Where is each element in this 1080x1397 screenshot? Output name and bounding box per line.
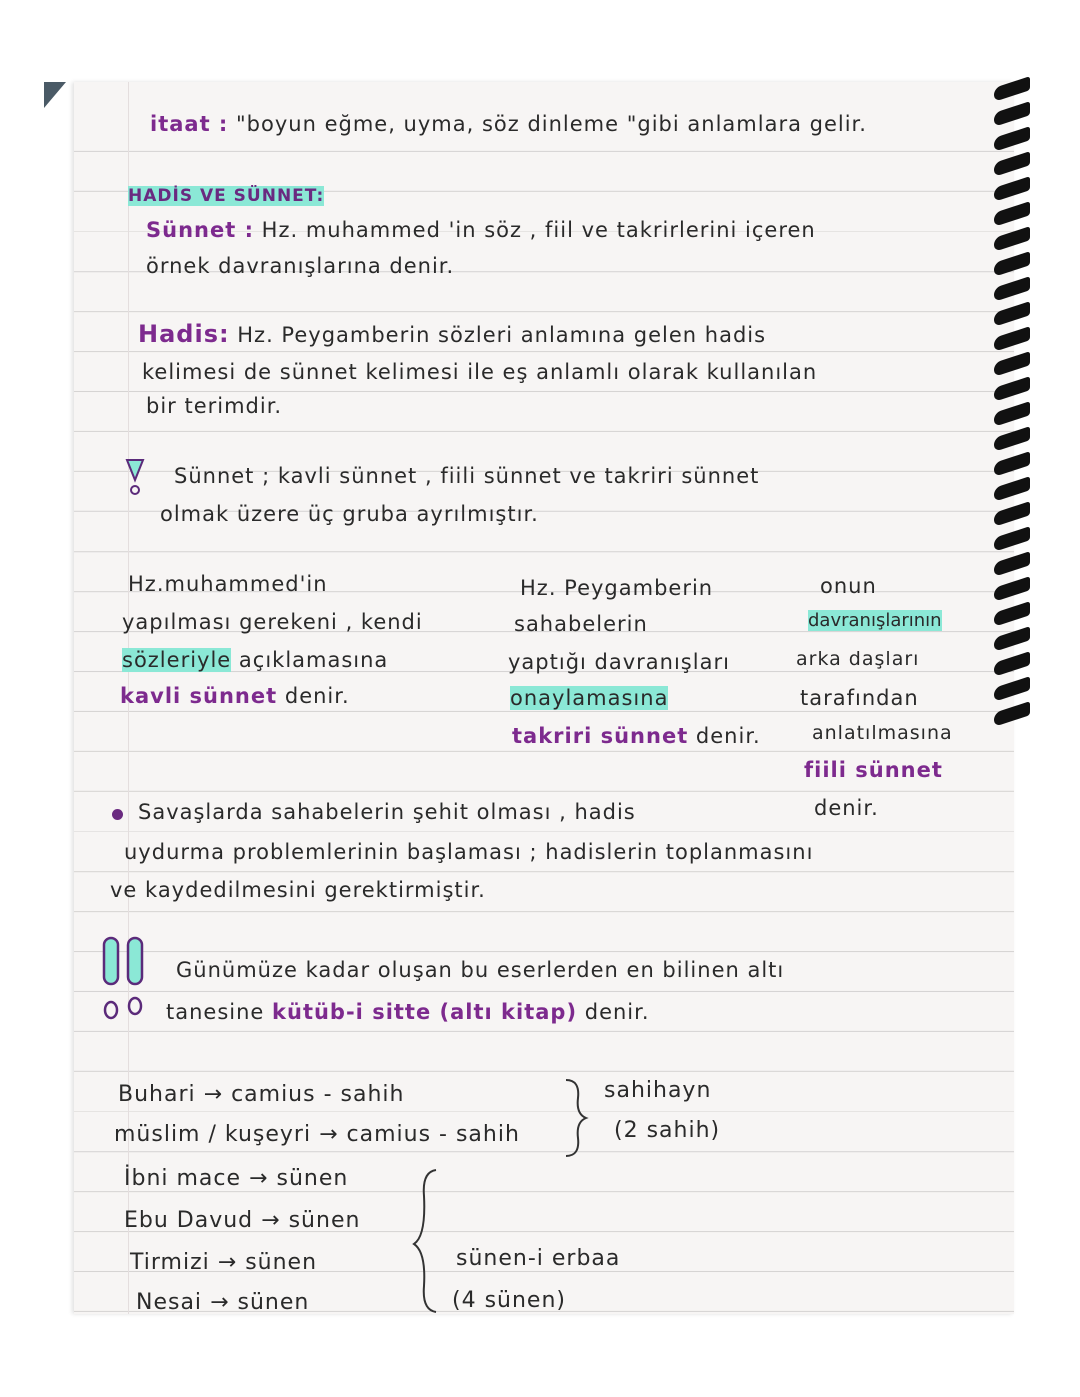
sunnet-def-2: örnek davranışlarına denir. [146,254,455,278]
brace-sunen [408,1166,448,1314]
arrow-icon: → [319,1122,339,1147]
book-work: sünen [288,1208,361,1233]
notebook-spiral [994,82,1036,752]
col1-line-3-text: açıklamasına [238,648,389,672]
itaat-definition: "boyun eğme, uyma, söz dinleme "gibi anlamlara gelir. [236,112,867,136]
book-row [130,1250,317,1275]
kavli-sunnet-term: kavli sünnet [120,684,278,708]
hadis-def-2: kelimesi de sünnet kelimesi ile eş anlamlı olarak kullanılan [142,360,818,384]
sahihayn-label: sahihayn [604,1078,712,1103]
book-work: camius - sahih [346,1122,520,1147]
sunen-erbaa-label: sünen-i erbaa [456,1246,621,1271]
book-author: müslim / kuşeyri [114,1122,312,1147]
book-author: Ebu Davud [124,1208,254,1233]
notebook-page [74,82,1014,1314]
book-work: sünen [237,1290,310,1314]
arrow-icon: → [217,1250,238,1275]
arrow-icon: → [203,1082,224,1107]
col3-line-3: arka daşları [796,648,920,670]
hadis-line-1 [138,320,766,348]
bullet-line-1: Savaşlarda sahabelerin şehit olması , hadis [138,800,636,824]
book-author: Tirmizi [130,1250,210,1275]
sunnet-line-1 [146,218,816,242]
col2-line-3: yaptığı davranışları [508,650,730,674]
col3-line-1: onun [820,574,877,598]
book-row [124,1208,360,1233]
book-author: Buhari [118,1082,196,1107]
double-exclamation-icon [100,934,150,1026]
book-work: sünen [245,1250,318,1275]
col2-line-4 [510,686,668,710]
sunnet-def-1: Hz. muhammed 'in söz , fiil ve takrirlerini içeren [261,218,816,242]
col1-line-1: Hz.muhammed'in [128,572,328,596]
col1-line-4-text: denir. [284,684,350,708]
section-title [128,182,324,206]
sunnet-term: Sünnet : [146,218,254,242]
sunen-erbaa-sub: (4 sünen) [452,1288,566,1313]
col2-highlight: onaylamasına [510,686,669,710]
book-row [118,1082,404,1107]
col2-line-2: sahabelerin [514,612,648,636]
col3-line-7: denir. [814,796,879,820]
bullet-line-2: uydurma problemlerinin başlaması ; hadislerin toplanmasını [124,840,814,864]
col3-line-2 [808,610,942,631]
col3-line-4: tarafından [800,686,919,710]
arrow-icon: → [261,1208,281,1233]
takriri-sunnet-term: takriri sünnet [512,724,689,748]
note-line-1: Sünnet ; kavli sünnet , fiili sünnet ve takriri sünnet [174,464,760,488]
fiili-sunnet-term: fiili sünnet [804,758,943,782]
book-row [124,1166,348,1191]
book-row [136,1290,309,1314]
kutub-term: kütüb-i sitte (altı kitap) [272,1000,578,1024]
kutub-line-2a: tanesine [166,1000,265,1024]
kutub-line-1: Günümüze kadar oluşan bu eserlerden en bilinen altı [176,958,785,982]
bullet-line-3: ve kaydedilmesini gerektirmiştir. [110,878,486,902]
col2-line-1: Hz. Peygamberin [520,576,714,600]
col3-line-5: anlatılmasına [812,722,953,744]
hadis-def-3: bir terimdir. [146,394,283,418]
section-title-text: HADİS VE SÜNNET: [128,186,325,206]
brace-sahihayn [560,1076,590,1160]
book-author: Nesai [136,1290,203,1314]
col2-line-5-text: denir. [695,724,761,748]
col1-line-4 [120,684,350,708]
col1-line-3 [122,648,388,672]
book-work: camius - sahih [231,1082,405,1107]
book-author: İbni mace [124,1166,242,1191]
col3-highlight: davranışlarının [808,610,942,631]
itaat-line [150,112,867,136]
col2-line-5 [512,724,761,748]
col1-line-2: yapılması gerekeni , kendi [122,610,423,634]
col3-line-6 [804,758,943,782]
hadis-def-1: Hz. Peygamberin sözleri anlamına gelen hadis [237,323,767,347]
book-work: sünen [276,1166,349,1191]
arrow-icon: → [249,1166,269,1191]
page-corner [44,82,66,108]
bullet-dot [112,809,123,820]
arrow-icon: → [210,1290,230,1314]
sahihayn-sub: (2 sahih) [614,1118,721,1143]
exclamation-icon [124,456,146,498]
itaat-term: itaat : [150,112,229,136]
hadis-term: Hadis: [138,320,230,348]
kutub-line-2 [166,1000,650,1024]
col1-highlight: sözleriyle [122,648,232,672]
note-line-2: olmak üzere üç gruba ayrılmıştır. [160,502,539,526]
book-row [114,1122,520,1147]
kutub-line-2b: denir. [584,1000,650,1024]
